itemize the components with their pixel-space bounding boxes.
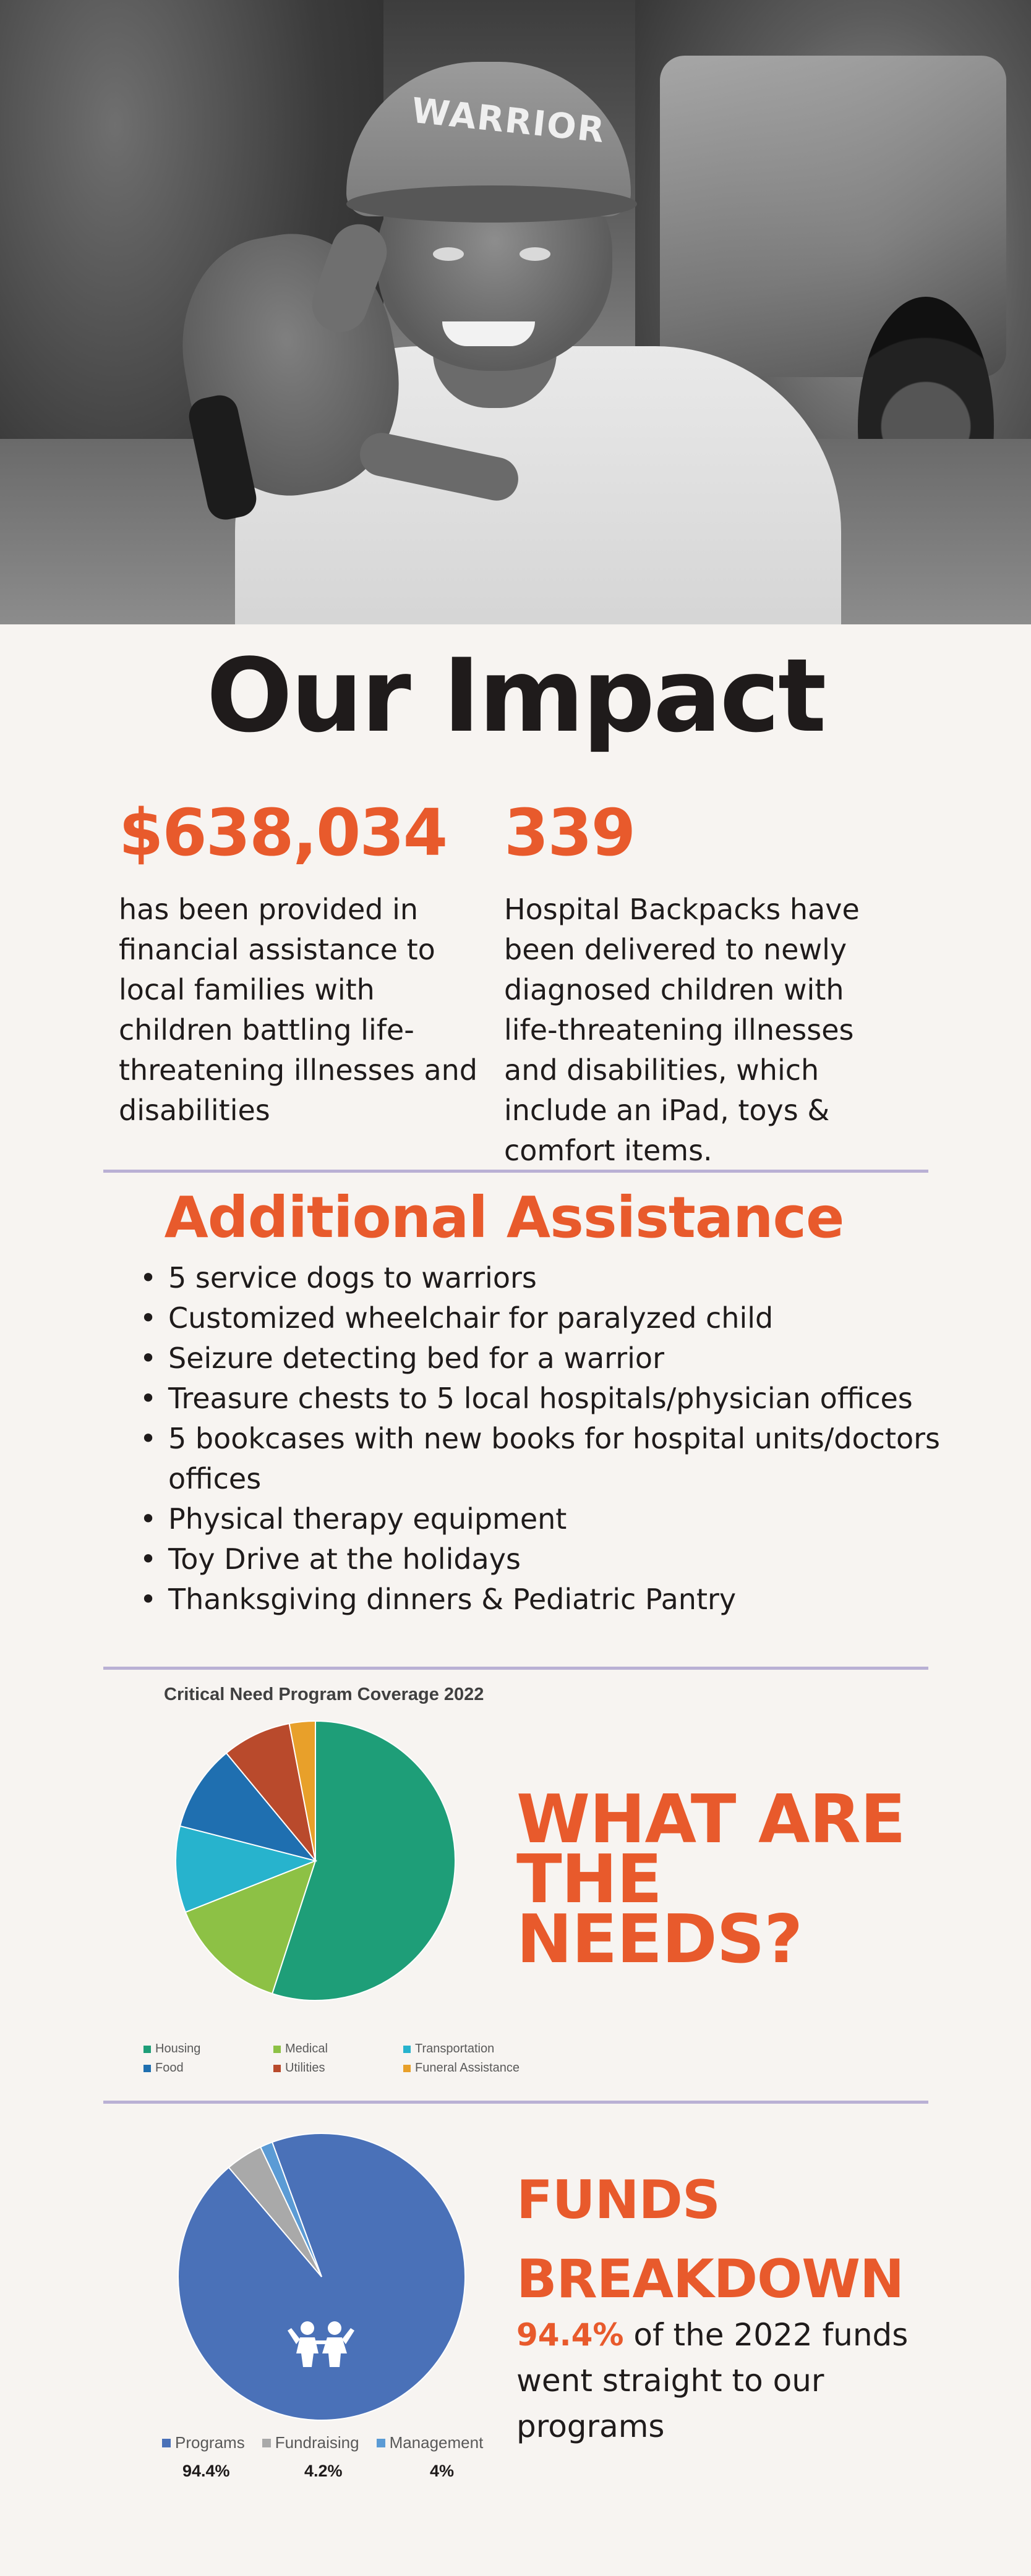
funds-value-management: 4% xyxy=(430,2462,455,2480)
needs-pie-chart xyxy=(173,1719,458,2003)
legend-swatch xyxy=(143,2065,151,2072)
list-item: • Seizure detecting bed for a warrior xyxy=(168,1338,941,1379)
stat-description: Hospital Backpacks have been delivered to newly diagnosed children with life-threatening illnesses and disabilities, which include an iPad, toys & comfort items. xyxy=(504,893,860,1167)
funds-pie-chart xyxy=(176,2132,467,2422)
legend-swatch xyxy=(273,2046,281,2053)
stat-number: $638,034 xyxy=(119,795,447,870)
list-item: • Treasure chests to 5 local hospitals/physician offices xyxy=(168,1379,941,1419)
legend-label: Housing xyxy=(155,2042,201,2055)
list-item: • 5 bookcases with new books for hospital units/doctors offices xyxy=(168,1419,941,1499)
legend-swatch xyxy=(273,2065,281,2072)
legend-item-utilities xyxy=(273,2061,403,2075)
page-title: Our Impact xyxy=(206,637,825,755)
legend-label: Food xyxy=(155,2061,184,2075)
legend-item-management xyxy=(377,2433,484,2452)
stat-description: has been provided in financial assistance to local families with children battling life-threatening illnesses and disabilities xyxy=(119,893,477,1127)
list-item: • Toy Drive at the holidays xyxy=(168,1539,941,1579)
needs-heading: WHAT ARE THE NEEDS? xyxy=(516,1781,905,1978)
legend-label: Programs xyxy=(175,2433,245,2452)
funds-highlight: 94.4% xyxy=(516,2317,624,2353)
stat-hospital-backpacks xyxy=(504,795,900,1171)
funds-text: of the 2022 funds went straight to our programs xyxy=(516,2317,909,2444)
additional-assistance-list xyxy=(168,1258,941,1620)
legend-item-programs xyxy=(162,2433,245,2452)
legend-label: Fundraising xyxy=(275,2433,359,2452)
legend-label: Utilities xyxy=(285,2061,325,2075)
funds-value-fundraising: 4.2% xyxy=(304,2462,343,2480)
legend-swatch xyxy=(403,2065,411,2072)
legend-item-funeral-assistance xyxy=(403,2061,539,2075)
section-divider xyxy=(103,1170,928,1173)
funds-value-programs: 94.4% xyxy=(182,2462,230,2480)
legend-label: Funeral Assistance xyxy=(415,2061,520,2075)
legend-item-medical xyxy=(273,2042,403,2056)
list-item: • Thanksgiving dinners & Pediatric Pantry xyxy=(168,1579,941,1620)
needs-chart-legend xyxy=(143,2042,539,2075)
funds-description xyxy=(516,2312,949,2449)
legend-swatch xyxy=(262,2439,271,2447)
legend-item-housing xyxy=(143,2042,273,2056)
hero-eye-right xyxy=(520,247,550,261)
stat-financial-assistance xyxy=(119,795,490,1131)
legend-item-transportation xyxy=(403,2042,539,2056)
hero-cap-text: WARRIOR xyxy=(409,90,607,151)
legend-label: Medical xyxy=(285,2042,328,2055)
section-divider xyxy=(103,1667,928,1670)
hero-smile xyxy=(442,321,535,346)
legend-item-food xyxy=(143,2061,273,2075)
stat-number: 339 xyxy=(504,795,635,870)
legend-item-fundraising xyxy=(262,2433,359,2452)
funds-chart-legend xyxy=(162,2433,483,2452)
hero-cap-brim xyxy=(346,185,637,223)
funds-heading: FUNDS BREAKDOWN xyxy=(516,2169,904,2310)
legend-swatch xyxy=(403,2046,411,2053)
additional-assistance-title: Additional Assistance xyxy=(164,1184,844,1251)
list-item: • Customized wheelchair for paralyzed child xyxy=(168,1298,941,1338)
needs-chart-title: Critical Need Program Coverage 2022 xyxy=(164,1685,484,1704)
section-divider xyxy=(103,2101,928,2104)
legend-label: Transportation xyxy=(415,2042,495,2055)
legend-label: Management xyxy=(389,2433,484,2452)
legend-swatch xyxy=(377,2439,385,2447)
legend-swatch xyxy=(143,2046,151,2053)
list-item: • 5 service dogs to warriors xyxy=(168,1258,941,1298)
list-item: • Physical therapy equipment xyxy=(168,1499,941,1539)
legend-swatch xyxy=(162,2439,171,2447)
hero-photo xyxy=(0,0,1031,624)
hero-eye-left xyxy=(433,247,464,261)
